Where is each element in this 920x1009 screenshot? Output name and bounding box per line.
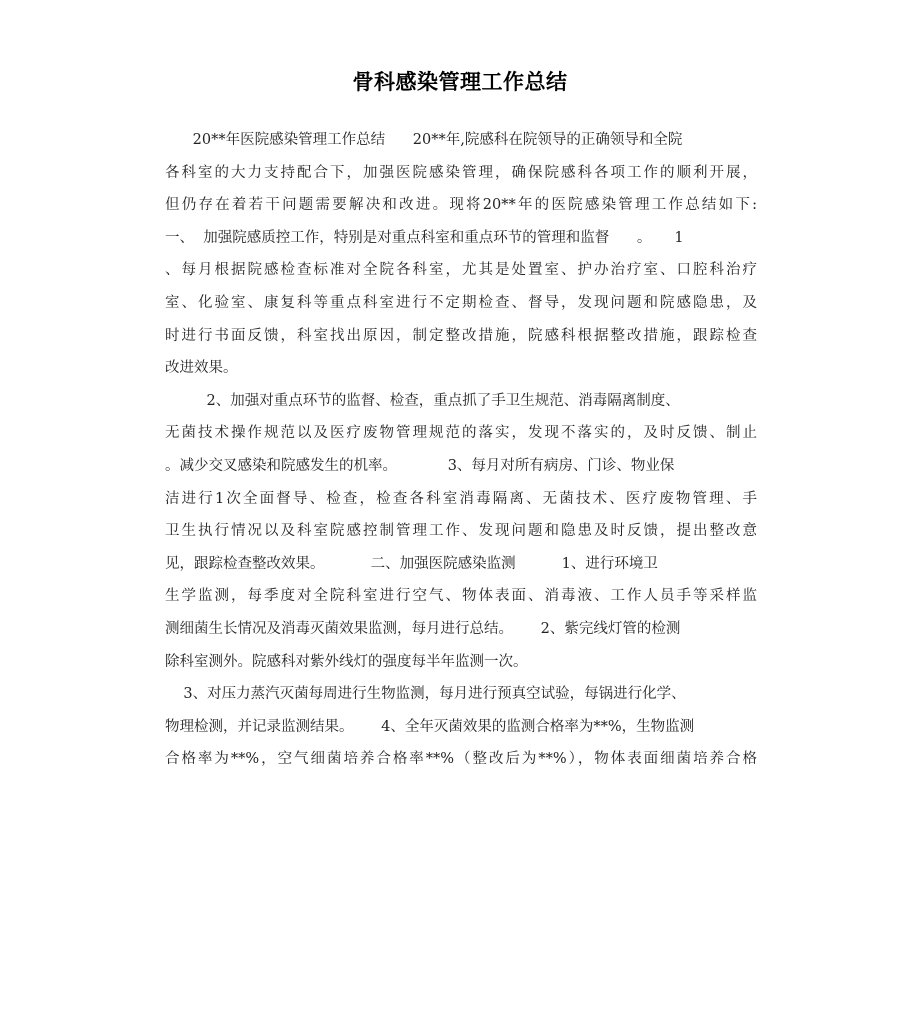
body-line: 、每月根据院感检查标准对全院各科室，尤其是处置室、护办治疗室、口腔科治疗 [165,262,757,279]
body-line: 时进行书面反馈，科室找出原因，制定整改措施，院感科根据整改措施，跟踪检查 [165,327,757,344]
document-title: 骨科感染管理工作总结 [352,70,568,94]
body-line: 测细菌生长情况及消毒灭菌效果监测，每月进行总结。 2、紫完线灯管的检测 [165,620,681,637]
body-line: 见，跟踪检查整改效果。 二、加强医院感染监测 1、进行环境卫 [165,555,658,572]
body-line: 一、 加强院感质控工作，特别是对重点科室和重点环节的管理和监督 。 1 [165,229,684,246]
body-line: 3、对压力蒸汽灭菌每周进行生物监测，每月进行预真空试验，每锅进行化学、 [165,686,686,703]
body-line: 但仍存在着若干问题需要解决和改进。现将20**年的医院感染管理工作总结如下: [165,197,757,214]
body-line: 改进效果。 [165,360,238,377]
body-line: 除科室测外。院感科对紫外线灯的强度每半年监测一次。 [165,653,528,670]
body-line: 洁进行1次全面督导、检查，检查各科室消毒隔离、无菌技术、医疗废物管理、手 [165,490,757,507]
body-line: 各科室的大力支持配合下，加强医院感染管理，确保院感科各项工作的顺利开展， [165,164,757,181]
body-line: 20**年医院感染管理工作总结 20**年,院感科在院领导的正确领导和全院 [165,132,683,148]
body-line: 室、化验室、康复科等重点科室进行不定期检查、督导，发现问题和院感隐患，及 [165,294,757,311]
body-line: 物理检测，并记录监测结果。 4、全年灭菌效果的监测合格率为**%，生物监测 [165,718,695,735]
body-line: 2、加强对重点环节的监督、检查，重点抓了手卫生规范、消毒隔离制度、 [165,392,680,409]
body-line: 无菌技术操作规范以及医疗废物管理规范的落实，发现不落实的，及时反馈、制止 [165,425,757,442]
body-line: 生学监测，每季度对全院科室进行空气、物体表面、消毒液、工作人员手等采样监 [165,588,757,605]
document-body [165,124,757,776]
body-line: 卫生执行情况以及科室院感控制管理工作、发现问题和隐患及时反馈，提出整改意 [165,523,757,540]
body-line: 合格率为**%，空气细菌培养合格率**%（整改后为**%），物体表面细菌培养合格 [165,751,757,768]
body-line: 。减少交叉感染和院感发生的机率。 3、每月对所有病房、门诊、物业保 [165,457,675,474]
